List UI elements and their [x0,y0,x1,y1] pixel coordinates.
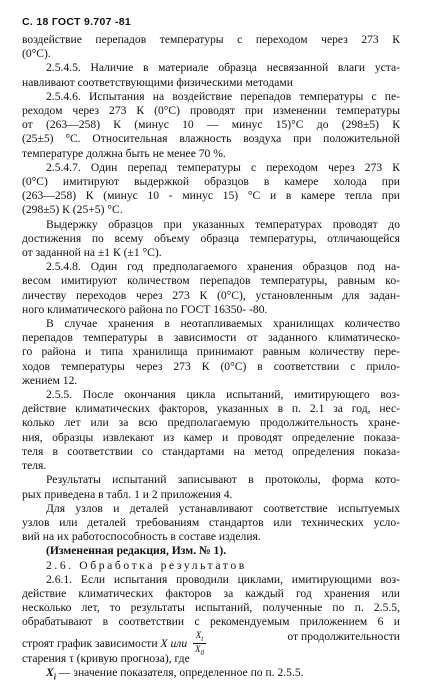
fraction-numerator: $X_t$ [193,630,206,645]
text-line: 2.5.4.6. Испытания на воздействие перепадов температуры с пе- [46,89,400,103]
text-line: В случае хранения в неотапливаемых хранилищах количество [46,317,400,331]
amendment-note: (Измененная редакция, Изм. № 1). [46,544,227,558]
text-line: ходов температуры через 273 К (0°С) в соответствии с прило- [22,359,400,373]
text-line: от заданной на ±1 К (±1 °С). [22,246,162,260]
text-line: (0°С) имитируют выдержкой образцов в камере холода при [22,175,400,189]
text-line: (0°С). [22,47,51,61]
text-line: теля в соответствии со стандартами на метод определения показа- [22,444,400,458]
page-header: С. 18 ГОСТ 9.707 -81 [22,16,132,28]
text-line: теля. [22,459,47,473]
text-line: жением 12. [22,373,78,387]
text-line: Для узлов и деталей устанавливают соответствие испытуемых [46,501,400,515]
text-line: ного климатического района по ГОСТ 16350- -80. [22,302,268,316]
text-line: воздействие перепадов температуры с переходом через 273 К [22,33,400,46]
document-body [22,33,400,684]
text-line: реходом через 273 К (0°С) проводят при изменении температуры [22,104,400,118]
text-line: личеству переходов через 273 К (0°С), установленным для задан- [22,288,400,302]
text-line: (263—258) К (минус 10 - минус 15) °С и в камере тепла при [22,189,400,203]
fraction-denominator: $X_0$ [195,644,205,658]
text-line: обрабатывают в соответствии с рекомендуемым приложением 6 и [22,615,400,629]
text-line: узлов или деталей требованиям стандартов или технических усло- [22,515,400,529]
definition-line: $X_i$ — значение показателя, определенное по п. 2.5.5. [46,665,304,682]
text-line: го района и типа хранилища принимают равным количеству пере- [22,345,400,359]
text-line: ния, образцы извлекают из камер и проводят определение показа- [22,430,400,444]
text-line: 2.6.1. Если испытания проводили циклами, имитирующими воз- [46,572,400,586]
text-line: 2.5.5. После окончания цикла испытаний, имитирующего воз- [46,388,400,402]
section-heading: 2.6. Обработка результатов [46,558,247,572]
text-line: действие климатических факторов за каждый год хранения или [22,586,400,600]
text-line: действие климатических факторов, указанных в п. 2.1 за год, нес- [22,402,400,416]
text-fragment: строят график зависимости [22,636,158,650]
text-line: весом имитируют количеством перепадов температуры, равным ко- [22,274,400,288]
fraction [193,630,206,659]
text-line: перепадов температуры в зависимости от заданного климатическо- [22,331,400,345]
text-line: несколько лет, то результаты испытаний, полученные по п. 2.5.5, [22,601,400,615]
text-line: вий на их работоспособность в составе изделия. [22,530,261,544]
text-line: 2.5.4.8. Один год предполагаемого хранения образцов под на- [46,260,400,274]
text-line: 2.5.4.7. Один перепад температуры с переходом через 273 К [46,160,400,174]
text-line: Выдержку образцов при указанных температурах проводят до [46,217,400,231]
text-line: от (263—258) К (минус 10 — минус 15)°С до (298±5) К [22,118,400,132]
text-line: достижения по всему объему образца температуры, отличающейся [22,231,400,245]
text-fragment: X или [160,636,188,650]
text-line: температуре должна быть не менее 70 %. [22,146,226,160]
text-line: рых приведена в табл. 1 и 2 приложения 4. [22,487,233,501]
text-line: (25±5) °С. Относительная влажность воздуха при положительной [22,132,400,146]
text-line: Результаты испытаний записывают в протоколы, форма кото- [46,473,400,487]
text-line: 2.5.4.5. Наличие в материале образца несвязанной влаги уста- [46,61,400,75]
text-line: навливают соответствующими физическими методами [22,75,293,89]
text-line: старения τ (кривую прогноза), где [22,651,190,665]
symbol-xi: $X_i$ [46,665,56,682]
text-line: колько лет или за всю предполагаемую продолжительность хране- [22,416,400,430]
text-fragment: от продолжительности [287,629,400,643]
text-line: (298±5) К (25+5) °С. [22,203,123,217]
